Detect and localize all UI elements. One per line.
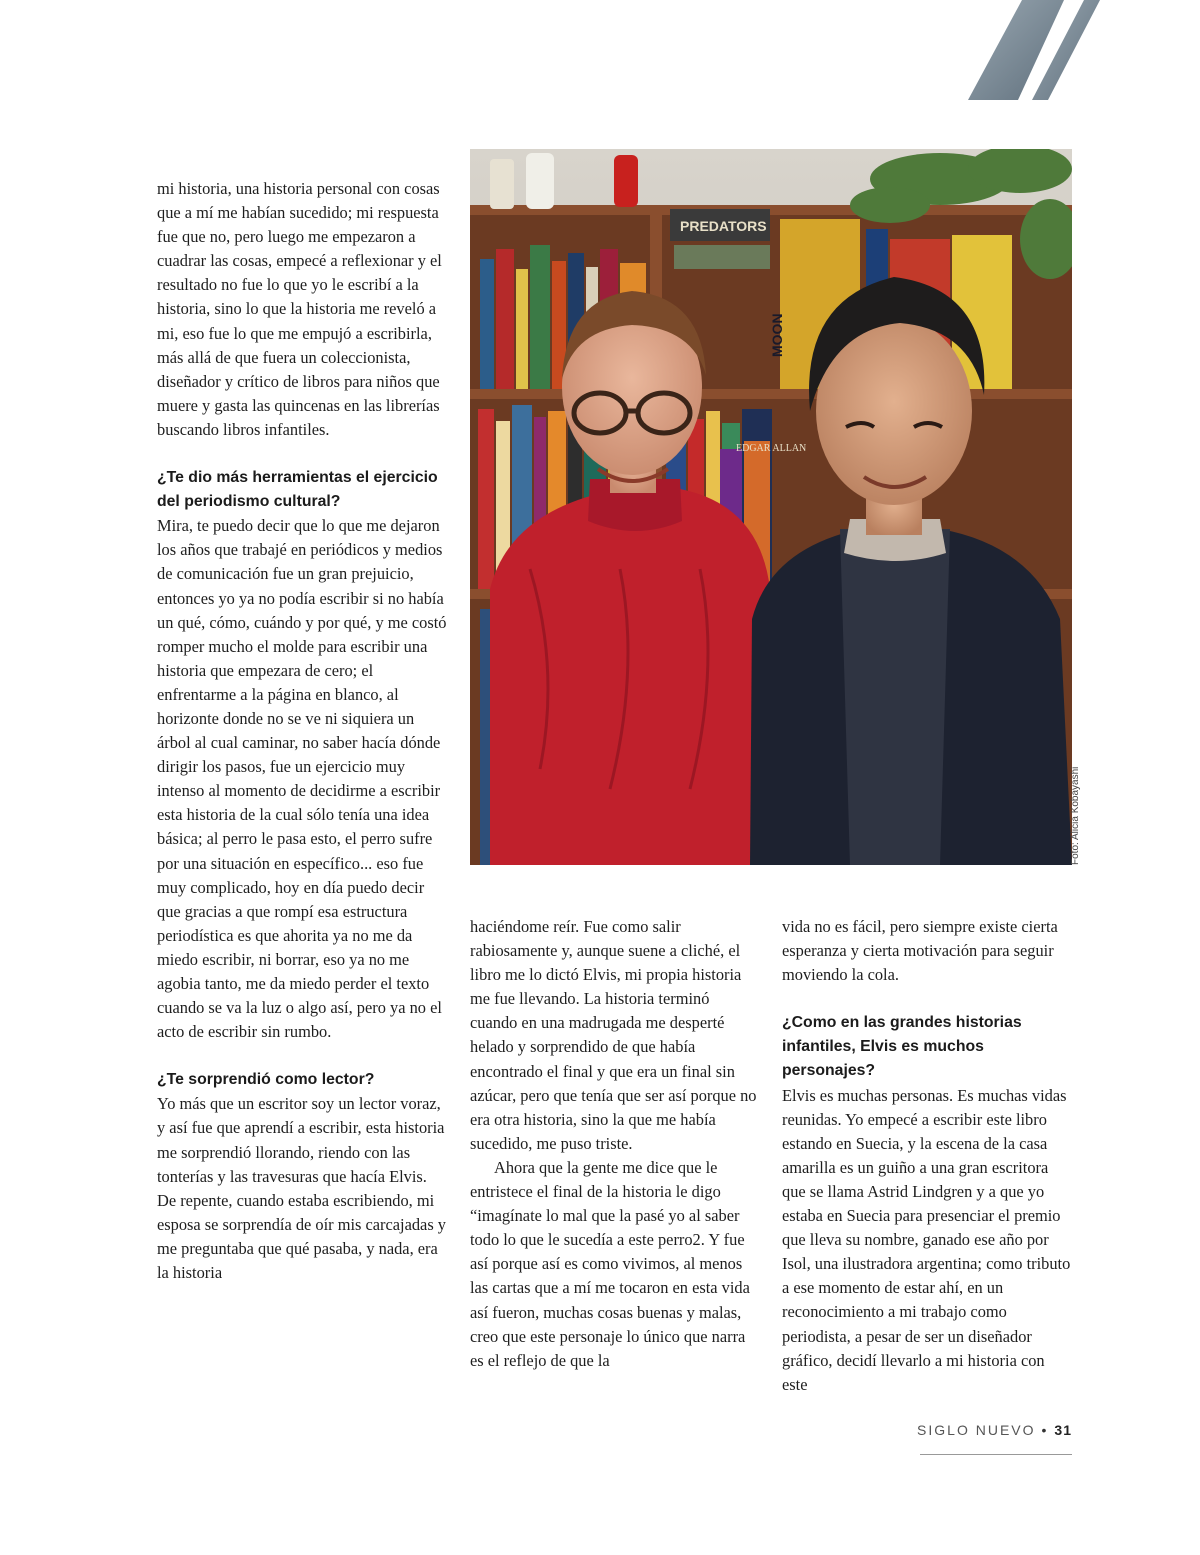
interview-question: ¿Te dio más herramientas el ejercicio del periodismo cultural? [157, 469, 438, 511]
article-column-middle [470, 915, 760, 1373]
interview-question: ¿Como en las grandes historias infantiles, Elvis es muchos personajes? [782, 1014, 1022, 1080]
photo-two-men-bookshelf [470, 149, 1072, 865]
page-folio [917, 1422, 1072, 1438]
paragraph: vida no es fácil, pero siempre existe cierta esperanza y cierta motivación para seguir moviendo la cola. [782, 917, 1058, 985]
article-column-left [157, 177, 447, 1285]
page-number: 31 [1054, 1422, 1072, 1438]
photo-credit: Foto: Alicia Kobayashi [1070, 766, 1081, 865]
article-column-right [782, 915, 1074, 1397]
folio-rule [920, 1454, 1072, 1455]
interview-answer: Elvis es muchas personas. Es muchas vidas reunidas. Yo empecé a escribir este libro estando en Suecia, y la escena de la casa amarilla es un guiño a una gran escritora que se llama Astrid Lindgren y a que yo estaba en Suecia para presenciar el premio que lleva su nombre, ganado ese año por Isol, una ilustradora argentina; como tributo a ese momento de estar ahí, en un reconocimiento a mi trabajo como periodista, a pesar de ser un diseñador gráfico, decidí llevarlo a mi historia con este [782, 1085, 1071, 1394]
interview-answer: Mira, te puedo decir que lo que me dejaron los años que trabajé en periódicos y medios de comunicación fue un gran prejuicio, entonces yo ya no podía escribir si no había un qué, cómo, cuándo y por qué, y me costó romper mucho el molde para escribir una historia que empezara de cero; el enfrentarme a la página en blanco, al horizonte donde no se ve ni siquiera un árbol al cual caminar, no saber hacía dónde dirigir los pasos, fue un ejercicio muy intenso al momento de decidirme a escribir esta historia de la cual sólo tenía una idea básica; al perro le pasa esto, el perro sufre por una situación en específico... eso fue muy complicado, hoy en día puedo decir que gracias a que rompí esa estructura periodística es que ahorita ya no me da miedo escribir, ni borrar, eso ya no me agobia tanto, me da miedo perder el texto cuando se va la luz o algo así, pero ya no el acto de escribir sin rumbo. [157, 516, 447, 1042]
paragraph: Ahora que la gente me dice que le entristece el final de la historia le digo “imagínate lo mal que la pasé yo al saber todo lo que le sucedía a este perro2. Y fue así porque así es como vivimos, al menos las cartas que a mí me tocaron en esta vida así fueron, muchas cosas buenas y malas, creo que este personaje lo único que narra es el reflejo de que la [470, 1157, 750, 1370]
book-spine-label: PREDATORS [680, 218, 767, 234]
photo-illustration [470, 149, 1072, 865]
interview-answer: Yo más que un escritor soy un lector voraz, y así fue que aprendí a escribir, esta historia me sorprendió llorando, riendo con las tonterías y las travesuras que hacía Elvis. De repente, cuando estaba escribiendo, mi esposa se sorprendía de oír mis carcajadas y me preguntaba que qué pasaba, y nada, era la historia [157, 1094, 447, 1283]
folio-separator: • [1041, 1422, 1049, 1438]
paragraph: mi historia, una historia personal con cosas que a mí me habían sucedido; mi respuesta fue que no, pero luego me empezaron a cuadrar las cosas, empecé a reflexionar y el resultado no fue lo que yo le escribí a la historia, sino lo que la historia me reveló a mi, eso fue lo que me empujó a escribirla, más allá de que fuera un coleccionista, diseñador y crítico de libros para niños que muere y gasta las quincenas en las librerías buscando libros infantiles. [157, 179, 442, 439]
publication-name: SIGLO NUEVO [917, 1422, 1036, 1438]
book-spine-label: EDGAR ALLAN [736, 443, 807, 454]
book-spine-label: MOON [769, 313, 785, 357]
interview-question: ¿Te sorprendió como lector? [157, 1071, 375, 1089]
quote-mark-icon [960, 0, 1120, 104]
paragraph: haciéndome reír. Fue como salir rabiosamente y, aunque suene a cliché, el libro me lo dictó Elvis, mi propia historia me fue llevando. La historia terminó cuando en una madrugada me desperté helado y sorprendido de que había encontrado el final y que era un final sin azúcar, pero que tenía que ser así porque no era otra historia, sino la que me había sucedido, me puso triste. [470, 917, 757, 1153]
